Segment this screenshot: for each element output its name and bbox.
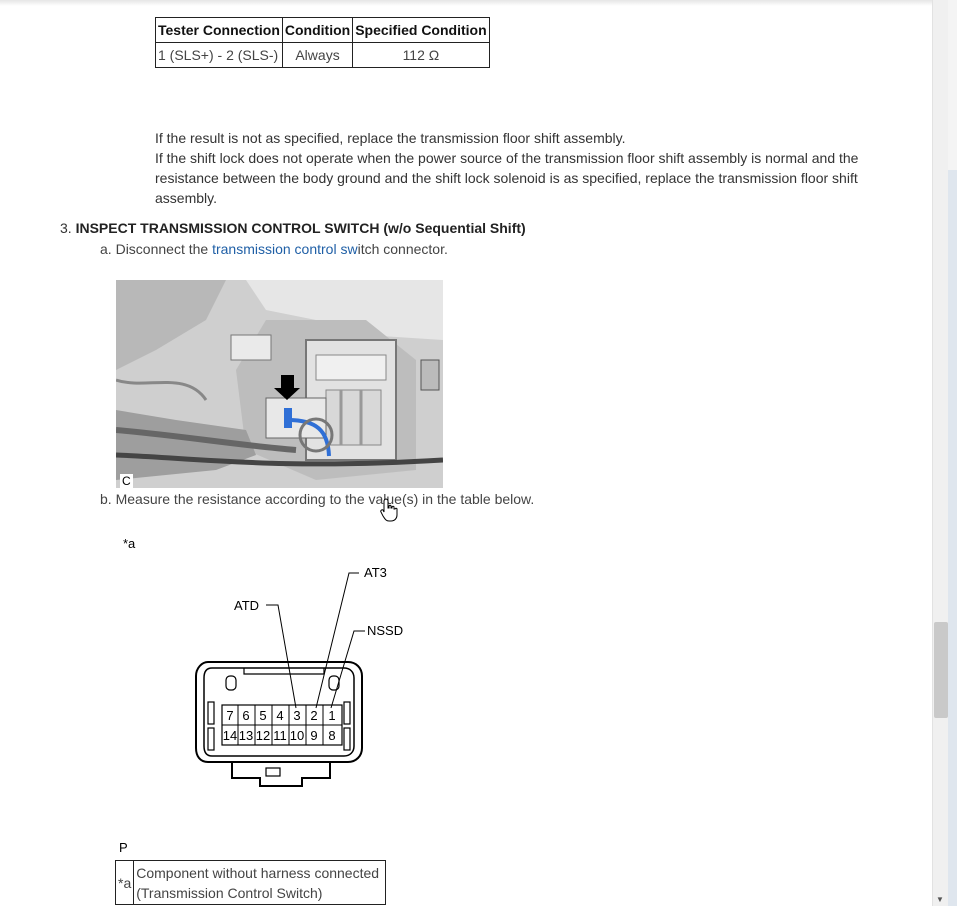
step-heading [60, 218, 526, 238]
shift-lock-paragraph: If the shift lock does not operate when the power source of the transmission floor shift assembly is normal and the resistance between the body ground and the shift lock solenoid is as specified, replace the transmission floor shift assembly. [155, 150, 859, 206]
pin-label: 11 [273, 728, 287, 743]
pin-label: 14 [222, 728, 238, 743]
substep-a-text: Disconnect the [115, 241, 209, 257]
pin-label: 3 [293, 708, 301, 723]
pin-label: 13 [238, 728, 254, 743]
pin-label: 6 [242, 708, 250, 723]
legend-description: Component without harness connected (Transmission Control Switch) [134, 861, 386, 905]
connector-photo-illustration [116, 280, 443, 488]
step-number: 3. [60, 220, 72, 236]
callout-at3: AT3 [364, 565, 387, 580]
pin-label: 4 [276, 708, 284, 723]
scrollbar-thumb[interactable] [934, 622, 948, 718]
table-row [116, 861, 386, 905]
table-header: Specified Condition [353, 18, 489, 43]
step-prefix: INSPECT [75, 220, 137, 236]
legend-label: P [119, 840, 128, 855]
pin-label: 10 [289, 728, 305, 743]
pin-label: 9 [310, 728, 318, 743]
diagram-ref-label: *a [123, 536, 136, 551]
result-paragraph: If the result is not as specified, replace the transmission floor shift assembly. [155, 130, 626, 146]
substep-a-label: a. [100, 241, 112, 257]
photo-label: C [122, 474, 131, 488]
substep-a [100, 239, 448, 259]
callout-nssd: NSSD [367, 623, 404, 638]
table-cell: 112 Ω [353, 43, 489, 68]
legend-table [115, 860, 386, 905]
top-shadow [0, 0, 932, 6]
connector-location-photo [116, 280, 443, 488]
table-header-row [156, 18, 490, 43]
connector-pinout-diagram [116, 530, 436, 810]
scroll-down-arrow-icon[interactable]: ▼ [936, 895, 944, 904]
table-cell: Always [282, 43, 352, 68]
pin-label: 7 [226, 708, 234, 723]
pin-label: 12 [255, 728, 271, 743]
substep-b-label: b. [100, 491, 112, 507]
spec-table [155, 17, 490, 68]
legend-key: *a [116, 861, 134, 905]
table-row [156, 43, 490, 68]
transmission-control-switch-link[interactable]: TRANSMISSION CONTROL SWITCH [140, 220, 380, 236]
transmission-control-switch-inline-link[interactable]: transmission control sw [212, 241, 358, 257]
substep-a-text-end: itch connector. [357, 241, 448, 257]
substep-b-text: Measure the resistance according to the value(s) in the table below. [115, 491, 535, 507]
pin-label: 5 [259, 708, 267, 723]
callout-atd: ATD [234, 598, 260, 613]
substep-b [100, 489, 534, 509]
table-header: Tester Connection [156, 18, 283, 43]
hand-cursor-icon [379, 498, 399, 522]
pin-label: 1 [328, 708, 336, 723]
step-suffix: (w/o Sequential Shift) [383, 220, 526, 236]
pin-label: 8 [328, 728, 336, 743]
table-cell: 1 (SLS+) - 2 (SLS-) [156, 43, 283, 68]
table-header: Condition [282, 18, 352, 43]
window-edge [948, 170, 957, 906]
pin-label: 2 [310, 708, 318, 723]
window-edge-top [948, 0, 957, 170]
